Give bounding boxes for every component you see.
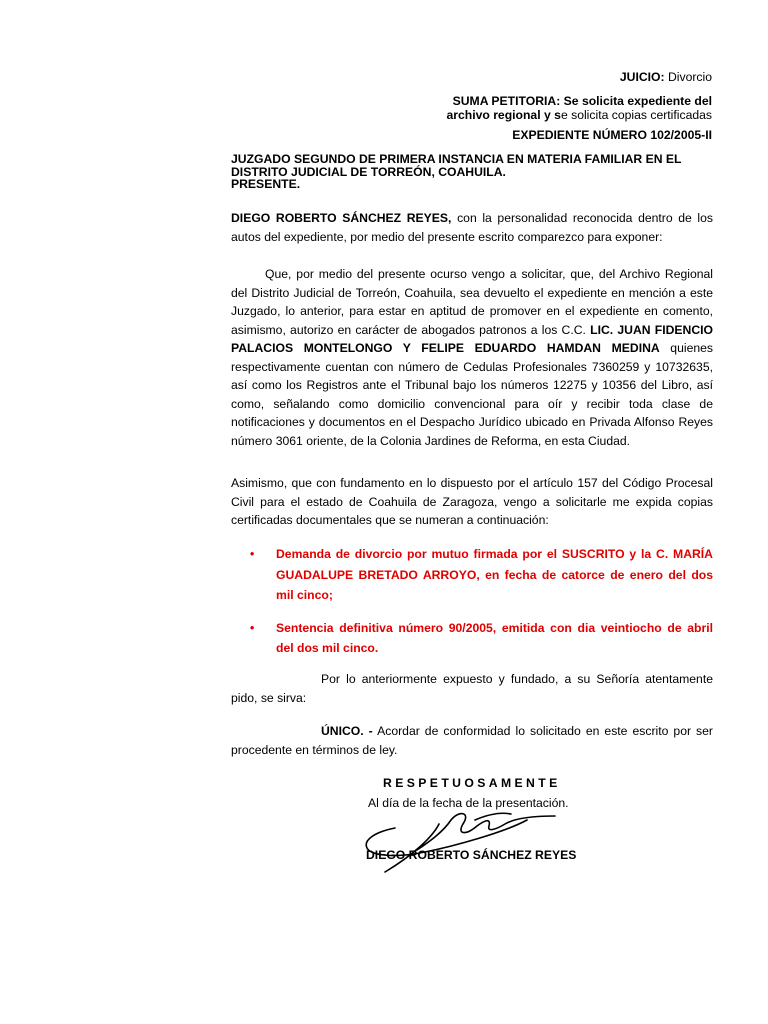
unico-paragraph xyxy=(231,722,713,759)
list-item xyxy=(250,618,713,659)
requested-documents-list xyxy=(250,544,713,659)
suma-line-2-bold: archivo regional y s xyxy=(446,108,561,122)
bullet-icon: • xyxy=(250,620,255,635)
request-text-end: quienes respectivamente cuentan con número de Cedulas Profesionales 7360259 y 10732635, así como los Registros ante el Tribunal bajo los números 12275 y 10356 del Libro, así como, señalando como domicilio convencional para oír y recibir toda clase de notificaciones y documentos en el Despacho Jurídico ubicado en Privada Alfonso Reyes número 3061 oriente, de la Colonia Jardines de Reforma, en esta Ciudad. xyxy=(231,341,713,448)
date-line: Al día de la fecha de la presentación. xyxy=(368,796,569,810)
closing-text: Por lo anteriormente expuesto y fundado, a su Señoría atentamente pido, se sirva: xyxy=(231,672,713,705)
request-text-start: Que, por medio del presente ocurso vengo a solicitar, que, del Archivo Regional del Distrito Judicial de Torreón, Coahuila, sea devuelto el expediente en mención a este Juzgado, lo anterior, para estar en aptitud de promover en el expediente en comento, asimismo, autorizo en carácter de abogados patronos a los C.C. xyxy=(231,267,713,337)
request-paragraph xyxy=(231,265,713,450)
handwritten-signature xyxy=(355,806,570,874)
court-line-2: DISTRITO JUDICIAL DE TORREÓN, COAHUILA. xyxy=(231,164,506,179)
petitioner-name: DIEGO ROBERTO SÁNCHEZ REYES, xyxy=(231,211,452,225)
lawyers-names: LIC. JUAN FIDENCIO PALACIOS MONTELONGO Y FELIPE EDUARDO HAMDAN MEDINA xyxy=(231,322,713,355)
court-line-3: PRESENTE. xyxy=(231,177,301,191)
court-line-1: JUZGADO SEGUNDO DE PRIMERA INSTANCIA EN MATERIA FAMILIAR EN EL xyxy=(231,152,682,166)
suma-petitoria xyxy=(446,94,712,122)
juicio-value: Divorcio xyxy=(667,70,712,84)
suma-line-2-normal: e solicita copias certificadas xyxy=(560,108,712,122)
expediente-number: EXPEDIENTE NÚMERO 102/2005-II xyxy=(512,128,712,142)
unico-text: Acordar de conformidad lo solicitado en este escrito por ser procedente en términos de ley. xyxy=(231,724,713,757)
list-item-text: Sentencia definitiva número 90/2005, emitida con dia veintiocho de abril del dos mil cinco. xyxy=(276,620,713,655)
list-item-text: Demanda de divorcio por mutuo firmada por el SUSCRITO y la C. MARÍA GUADALUPE BRETADO ARROYO, en fecha de catorce de enero del dos mil cinco; xyxy=(276,547,713,602)
intro-text: con la personalidad reconocida dentro de los autos del expediente, por medio del presente escrito comparezco para exponer: xyxy=(231,211,713,244)
copies-paragraph: Asimismo, que con fundamento en lo dispuesto por el artículo 157 del Código Procesal Civil para el estado de Coahuila de Zaragoza, vengo a solicitarle me expida copias certificadas documentales que se numeran a continuación: xyxy=(231,476,713,527)
court-address xyxy=(231,153,713,191)
juicio-line xyxy=(620,70,712,84)
bullet-icon: • xyxy=(250,547,255,561)
intro-paragraph xyxy=(231,209,713,246)
list-item xyxy=(250,544,713,606)
respectfully-heading: RESPETUOSAMENTE xyxy=(383,776,561,790)
closing-paragraph xyxy=(231,670,713,707)
suma-line-2 xyxy=(446,108,712,122)
signer-name: DIEGO ROBERTO SÁNCHEZ REYES xyxy=(366,848,577,862)
unico-label: ÚNICO. - xyxy=(321,724,373,738)
suma-line-1: SUMA PETITORIA: Se solicita expediente del xyxy=(452,94,712,108)
juicio-label: JUICIO: xyxy=(619,70,665,84)
